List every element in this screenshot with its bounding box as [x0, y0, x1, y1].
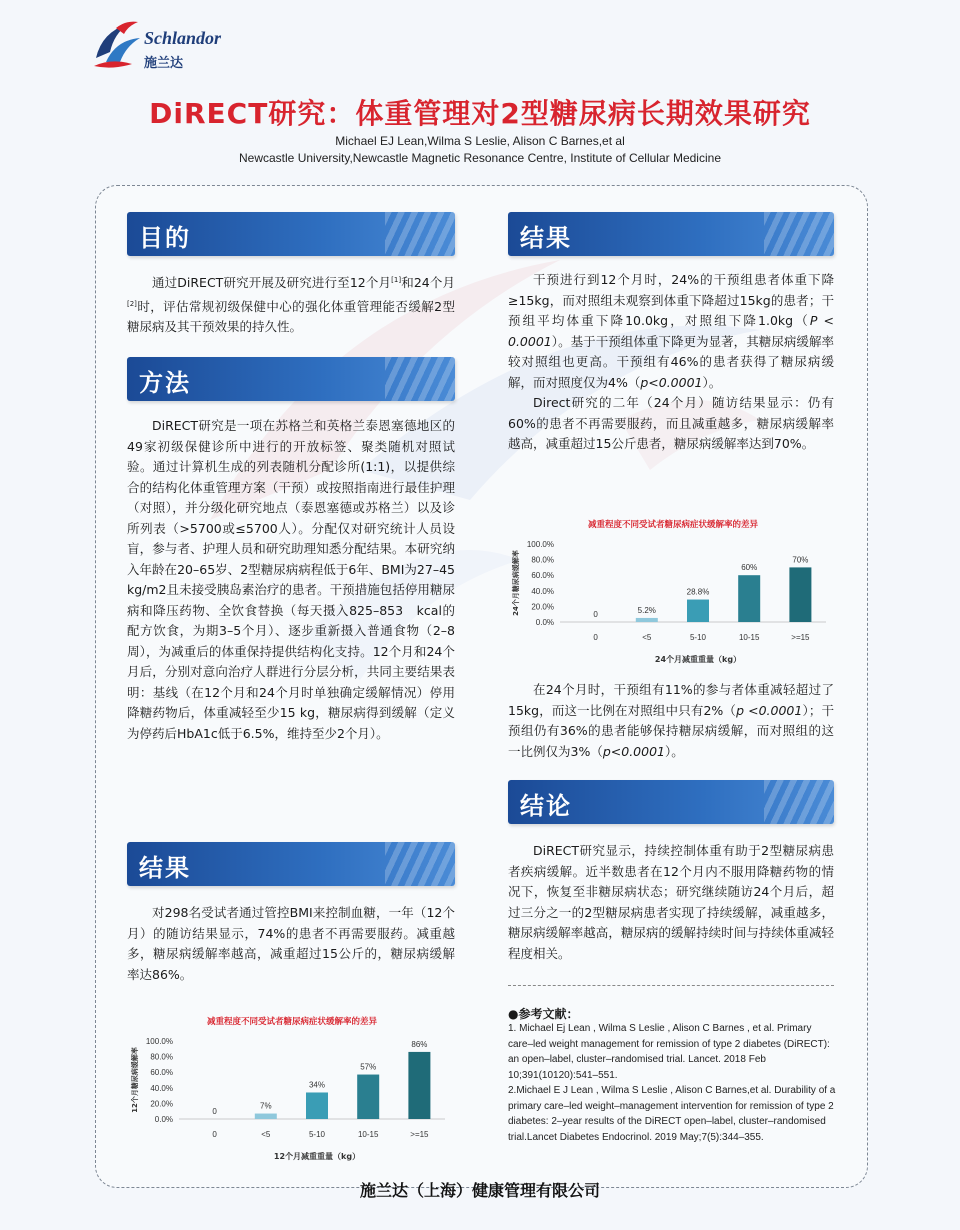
- section-heading-results-left: [127, 842, 455, 886]
- bar: [687, 600, 709, 622]
- y-tick-label: 40.0%: [150, 1083, 173, 1093]
- y-axis-label: 24个月糖尿病缓解率: [512, 550, 520, 616]
- y-tick-label: 0.0%: [154, 1115, 173, 1124]
- x-tick-label: 10-15: [357, 1130, 379, 1139]
- purpose-sup1: [1]: [391, 276, 402, 284]
- page-title: DiRECT研究：体重管理对2型糖尿病长期效果研究: [149, 97, 811, 130]
- section-heading-conclusion-label: 结论: [520, 792, 572, 820]
- chart-24-month: [508, 518, 838, 668]
- x-axis-label: 12个月减重重量（kg）: [273, 1152, 361, 1161]
- affiliation-line: Newcastle University,Newcastle Magnetic Resonance Centre, Institute of Cellular Medicine: [239, 151, 721, 165]
- purpose-text-c: 时，评估常规初级保健中心的强化体重管理能否缓解2型糖尿病及其干预效果的持久性。: [127, 298, 455, 335]
- x-tick-label: 0: [593, 633, 598, 642]
- methods-paragraph: DiRECT研究是一项在苏格兰和英格兰泰恩塞德地区的49家初级保健诊所中进行的开放标签、聚类随机对照试验。通过计算机生成的列表随机分配诊所(1:1)，以提供综合的结构化体重管理方案（干预）或按照指南进行最佳护理（对照），并分级化研究地点（泰恩塞德或苏格兰）以及诊所列表（>5700或≤5700人）。分配仅对研究统计人员设盲，参与者、护理人员和研究助理知悉分配结果。本研究纳入年龄在20–65岁、2型糖尿病病程低于6年、BMI为27–45 kg/m2且未接受胰岛素治疗的患者。干预措施包括停用糖尿病和降压药物、全饮食替换（每天摄入825–853 kcal的配方饮食，为期3–5个月）、逐步重新摄入普通食物（2–8周），为减重后的体重保持提供结构化支持。12个月和24个月后，分别对意向治疗人群进行分层分析，共同主要结果表明：基线（在12个月和24个月时单独确定缓解情况）停用降糖药物后，体重减轻至少15 kg，糖尿病得到缓解（定义为停药后HbA1c低于6.5%，维持至少2个月）。: [127, 418, 455, 741]
- data-label: 5.2%: [637, 605, 656, 615]
- results-left-text: [127, 903, 455, 985]
- reference-item: 1. Michael Ej Lean , Wilma S Leslie , Alison C Barnes , et al. Primary care–led weight management for remission of type 2 diabetes (DiRECT): an open–label, cluster–randomised trial. Lancet. 2018 Feb 10;391(10120):541–551.: [508, 1023, 830, 1081]
- x-axis-label: 24个月减重重量（kg）: [654, 655, 742, 664]
- x-tick-label: 0: [212, 1130, 217, 1139]
- bar: [306, 1092, 328, 1119]
- purpose-text-b: 和24个月: [401, 275, 456, 291]
- y-tick-label: 20.0%: [531, 602, 554, 612]
- purpose-sup2: [2]: [127, 299, 137, 308]
- results-right-p3-c: ）。: [665, 743, 684, 759]
- logo-icon: [92, 18, 142, 70]
- footer-company: 施兰达（上海）健康管理有限公司: [359, 1181, 600, 1200]
- results-right-p1: [508, 270, 834, 393]
- y-tick-label: 80.0%: [150, 1052, 173, 1062]
- y-axis-label: 12个月糖尿病缓解率: [131, 1047, 139, 1113]
- y-tick-label: 60.0%: [150, 1068, 173, 1078]
- y-tick-label: 100.0%: [526, 540, 554, 549]
- y-tick-label: 100.0%: [145, 1037, 173, 1046]
- x-tick-label: <5: [261, 1130, 271, 1139]
- brand-logo: [92, 18, 252, 74]
- bar: [636, 618, 658, 622]
- x-tick-label: 10-15: [738, 633, 760, 642]
- results-right-p3-pvalue1: p <0.0001: [736, 702, 803, 718]
- data-label: 70%: [792, 555, 809, 565]
- section-heading-results-right-label: 结果: [520, 224, 572, 252]
- authors-block: [0, 133, 960, 167]
- chart-12-month-svg: [127, 1027, 457, 1167]
- section-heading-purpose-label: 目的: [139, 224, 191, 252]
- section-heading-purpose: [127, 212, 455, 256]
- chart-title: 减重程度不同受试者糖尿病症状缓解率的差异: [206, 1017, 377, 1027]
- bar: [789, 567, 811, 622]
- references-heading: ●参考文献：: [508, 1007, 579, 1021]
- section-heading-results-left-label: 结果: [139, 854, 191, 882]
- x-tick-label: <5: [642, 633, 652, 642]
- purpose-text: [127, 270, 455, 338]
- bar: [357, 1075, 379, 1119]
- results-right-p1-c: ）。: [702, 374, 722, 390]
- results-right-p3: [508, 680, 834, 762]
- purpose-text-a: 通过DiRECT研究开展及研究进行至12个月: [152, 275, 392, 291]
- results-right-p1-pvalue1: P < 0.0001: [508, 313, 834, 349]
- data-label: 86%: [411, 1039, 428, 1049]
- results-right-text: [508, 270, 834, 455]
- results-right-p3-b: ）；干预组仍有36%的患者能够保持糖尿病缓解，而对照组的这一比例仅为3%（: [508, 702, 834, 759]
- references-list: [508, 1021, 838, 1145]
- x-tick-label: 5-10: [689, 633, 707, 642]
- bar: [738, 575, 760, 622]
- conclusion-paragraph: DiRECT研究显示，持续控制体重有助于2型糖尿病患者疾病缓解。近半数患者在12个月内不服用降糖药物的情况下，恢复至非糖尿病状态；研究继续随访24个月后，超过三分之一的2型糖尿病患者实现了持续缓解，减重越多，糖尿病缓解率越高，糖尿病的缓解持续时间与持续体重减轻程度相关。: [508, 843, 834, 961]
- data-label: 34%: [308, 1080, 326, 1090]
- results-right-p1-pvalue2: p<0.0001: [640, 374, 703, 390]
- chart-24-month-svg: [508, 530, 838, 670]
- bar: [408, 1052, 430, 1119]
- y-tick-label: 80.0%: [531, 555, 554, 565]
- y-tick-label: 40.0%: [531, 586, 554, 596]
- brand-name-cn: 施兰达: [144, 56, 184, 71]
- bar: [255, 1114, 277, 1119]
- x-tick-label: >=15: [791, 633, 810, 642]
- section-heading-results-right: [508, 212, 834, 256]
- data-label: 7%: [260, 1101, 272, 1111]
- methods-text: [127, 416, 455, 744]
- x-tick-label: >=15: [410, 1130, 429, 1139]
- section-heading-methods: [127, 357, 455, 401]
- data-label: 0: [593, 610, 598, 619]
- section-heading-conclusion: [508, 780, 834, 824]
- data-label: 28.8%: [686, 587, 710, 597]
- results-right-p1-b: ）。基于干预组体重下降更为显著，其糖尿病缓解率较对照组也更高。干预组有46%的患者获得了糖尿病缓解，而对照度仅为4%（: [508, 333, 834, 390]
- results-right-p2: Direct研究的二年（24个月）随访结果显示：仍有60%的患者不再需要服药，而且减重越多，糖尿病缓解率越高，减重超过15公斤患者，糖尿病缓解率达到70%。: [508, 395, 834, 451]
- chart-title: 减重程度不同受试者糖尿病症状缓解率的差异: [587, 520, 758, 530]
- conclusion-text: [508, 841, 834, 964]
- data-label: 0: [212, 1107, 217, 1116]
- results-left-paragraph: 对298名受试者通过管控BMI来控制血糖，一年（12个月）的随访结果显示，74%的患者不再需要服药。减重越多，糖尿病缓解率越高，减重超过15公斤的，糖尿病缓解率达86%。: [127, 905, 455, 982]
- authors-line: Michael EJ Lean,Wilma S Leslie, Alison C Barnes,et al: [335, 134, 625, 148]
- results-right-p3-a: 在24个月时，干预组有11%的参与者体重减轻超过了15kg，而这一比例在对照组中只有2%（: [508, 682, 834, 718]
- section-heading-methods-label: 方法: [139, 369, 191, 397]
- references-divider: [508, 985, 834, 986]
- data-label: 57%: [360, 1062, 377, 1072]
- x-tick-label: 5-10: [308, 1130, 326, 1139]
- results-right-p3-pvalue2: p<0.0001: [602, 743, 665, 759]
- y-tick-label: 0.0%: [535, 618, 554, 627]
- chart-12-month: [127, 1015, 457, 1165]
- data-label: 60%: [741, 563, 758, 573]
- reference-item: 2.Michael E J Lean , Wilma S Leslie , Alison C Barnes,et al. Durability of a primary care–led weight–management intervention for remission of type 2 diabetes: 2–year results of the DiRECT open–label, cluster–randomised trial.Lancet Diabetes Endocrinol. 2019 May;7(5):344–355.: [508, 1085, 836, 1143]
- brand-name-en: Schlandor: [144, 28, 222, 48]
- results-right-p1-a: 干预进行到12个月时，24%的干预组患者体重下降≥15kg，而对照组未观察到体重下降超过15kg的患者；干预组平均体重下降10.0kg，对照组下降1.0kg（: [508, 272, 834, 328]
- y-tick-label: 60.0%: [531, 571, 554, 581]
- y-tick-label: 20.0%: [150, 1099, 173, 1109]
- results-right-text-2: [508, 680, 834, 762]
